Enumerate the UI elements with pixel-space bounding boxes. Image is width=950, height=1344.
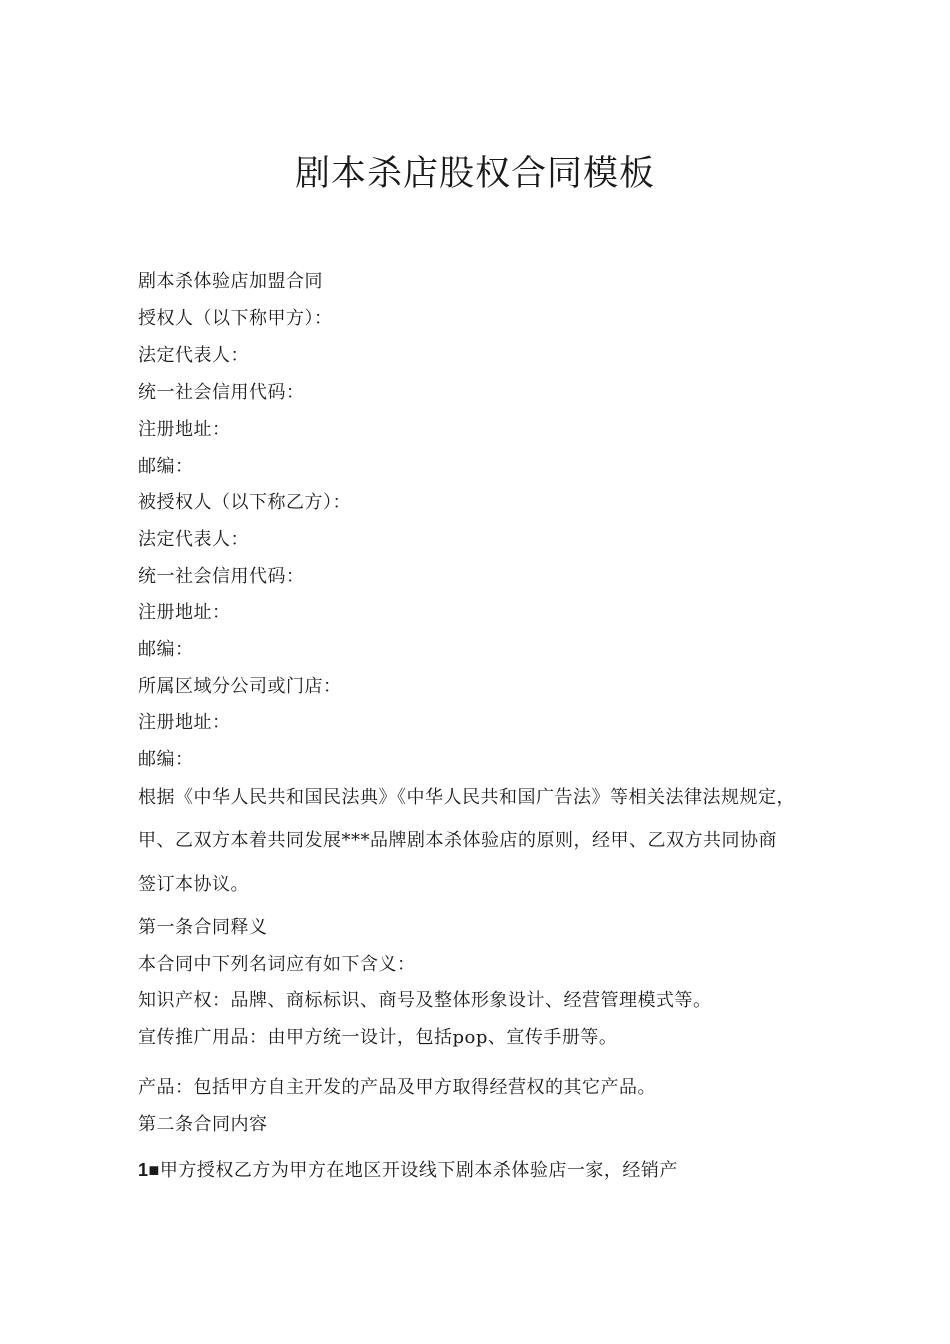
party-a-postcode: 邮编： <box>138 456 194 477</box>
party-b-legal-rep: 法定代表人： <box>138 529 249 550</box>
clause-text: 甲方授权乙方为甲方在地区开设线下剧本杀体验店一家，经销产 <box>159 1160 678 1181</box>
article-1-heading: 第一条合同释义 <box>138 917 268 938</box>
party-b-credit-code: 统一社会信用代码： <box>138 566 305 587</box>
party-b-address: 注册地址： <box>138 602 231 623</box>
definition-ip: 知识产权：品牌、商标标识、商号及整体形象设计、经营管理模式等。 <box>138 990 712 1011</box>
clause-number: 1■ <box>138 1160 160 1180</box>
definition-promo: 宣传推广用品：由甲方统一设计，包括pop、宣传手册等。 <box>138 1027 618 1048</box>
preamble-line-3: 签订本协议。 <box>138 874 249 895</box>
preamble-line-1: 根据《中华人民共和国民法典》《中华人民共和国广告法》等相关法律法规规定， <box>138 787 795 808</box>
document-title: 剧本杀店股权合同模板 <box>294 154 655 194</box>
preamble-line-2: 甲、乙双方本着共同发展***品牌剧本杀体验店的原则，经甲、乙双方共同协商 <box>138 830 777 851</box>
branch-address: 注册地址： <box>138 712 231 733</box>
definitions-intro: 本合同中下列名词应有如下含义： <box>138 954 416 975</box>
party-b-label: 被授权人（以下称乙方）： <box>138 492 351 513</box>
party-b-postcode: 邮编： <box>138 639 194 660</box>
clause-2-1 <box>138 1157 850 1184</box>
party-a-legal-rep: 法定代表人： <box>138 345 249 366</box>
party-a-credit-code: 统一社会信用代码： <box>138 382 305 403</box>
branch-label: 所属区域分公司或门店： <box>138 676 342 697</box>
party-a-address: 注册地址： <box>138 419 231 440</box>
contract-name: 剧本杀体验店加盟合同 <box>138 271 323 292</box>
definition-products: 产品：包括甲方自主开发的产品及甲方取得经营权的其它产品。 <box>138 1077 656 1098</box>
article-2-heading: 第二条合同内容 <box>138 1114 268 1135</box>
branch-postcode: 邮编： <box>138 749 194 770</box>
party-a-label: 授权人（以下称甲方）： <box>138 308 333 329</box>
